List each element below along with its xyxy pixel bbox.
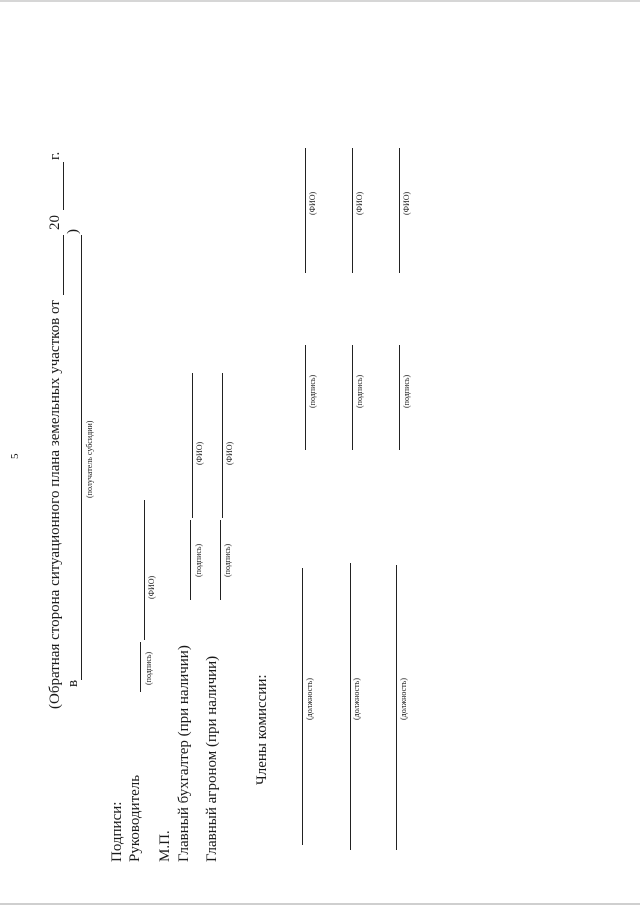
accountant-signature-line bbox=[190, 520, 191, 600]
accountant-fio-caption: (ФИО) bbox=[195, 441, 204, 465]
commission-1-fio-caption: (ФИО) bbox=[308, 191, 317, 215]
commission-2-fio-caption: (ФИО) bbox=[355, 191, 364, 215]
head-signature-line bbox=[140, 642, 141, 692]
close-paren: ) bbox=[65, 229, 81, 234]
date-blank-line bbox=[63, 235, 64, 295]
commission-heading: Члены комиссии: bbox=[254, 674, 270, 785]
in-label: в bbox=[65, 679, 81, 687]
year-prefix: 20 bbox=[47, 215, 63, 230]
recipient-line bbox=[81, 235, 82, 680]
head-signature-caption: (подпись) bbox=[144, 651, 153, 685]
signatures-heading: Подписи: bbox=[109, 801, 125, 862]
head-fio-caption: (ФИО) bbox=[147, 575, 156, 599]
accountant-signature-caption: (подпись) bbox=[194, 543, 203, 577]
commission-1-signature-caption: (подпись) bbox=[308, 374, 317, 408]
commission-2-position-caption: (должность) bbox=[352, 678, 361, 720]
commission-1-position-line bbox=[302, 568, 303, 845]
recipient-caption: (получатель субсидии) bbox=[85, 420, 94, 498]
agronomist-fio-caption: (ФИО) bbox=[225, 441, 234, 465]
commission-3-position-line bbox=[396, 565, 397, 850]
stamp-label: М.П. bbox=[157, 830, 173, 862]
accountant-fio-line bbox=[192, 373, 193, 518]
commission-1-signature-line bbox=[305, 345, 306, 450]
commission-1-fio-line bbox=[305, 148, 306, 273]
commission-2-signature-line bbox=[352, 345, 353, 450]
commission-2-signature-caption: (подпись) bbox=[355, 374, 364, 408]
commission-3-fio-caption: (ФИО) bbox=[402, 191, 411, 215]
year-suffix: г. bbox=[47, 151, 63, 160]
commission-2-position-line bbox=[350, 563, 351, 850]
agronomist-fio-line bbox=[222, 373, 223, 518]
head-label: Руководитель bbox=[127, 774, 143, 862]
agronomist-signature-line bbox=[220, 520, 221, 600]
commission-3-fio-line bbox=[399, 148, 400, 273]
commission-3-position-caption: (должность) bbox=[399, 678, 408, 720]
agronomist-signature-caption: (подпись) bbox=[223, 543, 232, 577]
commission-1-position-caption: (должность) bbox=[305, 678, 314, 720]
year-blank-line bbox=[63, 162, 64, 210]
commission-3-signature-line bbox=[399, 345, 400, 450]
commission-2-fio-line bbox=[352, 148, 353, 273]
head-fio-line bbox=[144, 500, 145, 640]
accountant-label: Главный бухгалтер (при наличии) bbox=[176, 645, 192, 862]
document-title: (Обратная сторона ситуационного плана земельных участков от bbox=[47, 300, 63, 709]
page-number: 5 bbox=[9, 453, 21, 459]
commission-3-signature-caption: (подпись) bbox=[402, 374, 411, 408]
agronomist-label: Главный агроном (при наличии) bbox=[204, 655, 220, 862]
